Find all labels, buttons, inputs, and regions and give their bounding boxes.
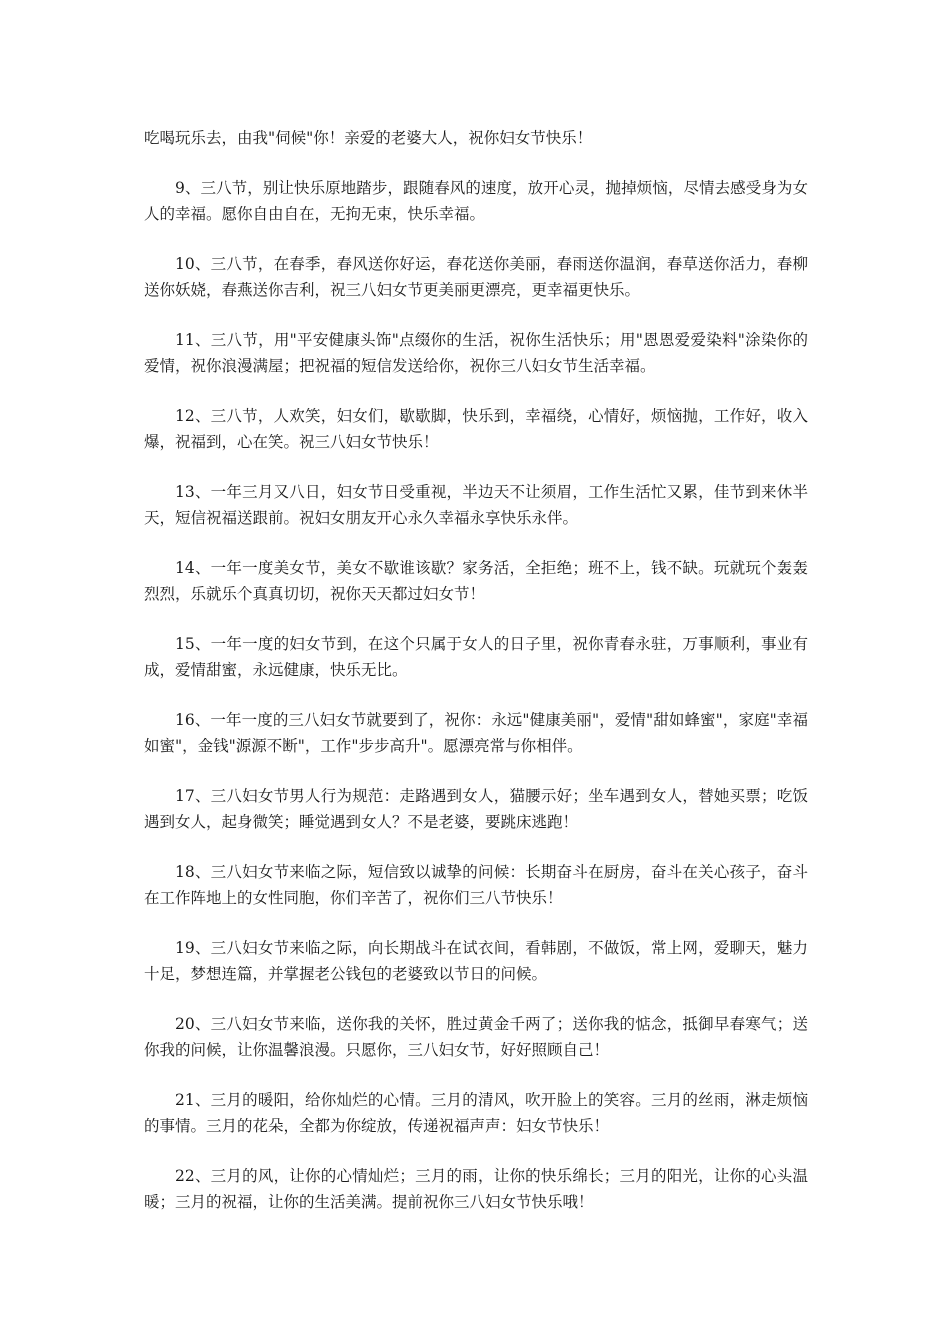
paragraph-12: 12、三八节，人欢笑，妇女们，歇歇脚，快乐到，幸福绕，心情好，烦恼抛，工作好，收入爆，祝福到，心在笑。祝三八妇女节快乐！ (144, 407, 808, 451)
paragraph-20: 20、三八妇女节来临，送你我的关怀，胜过黄金千两了；送你我的惦念，抵御早春寒气；送你我的问候，让你温馨浪漫。只愿你，三八妇女节，好好照顾自己！ (144, 1015, 808, 1059)
paragraph-16: 16、一年一度的三八妇女节就要到了，祝你：永远"健康美丽"，爱情"甜如蜂蜜"，家庭"幸福如蜜"，金钱"源源不断"，工作"步步高升"。愿漂亮常与你相伴。 (144, 711, 808, 755)
paragraph-13: 13、一年三月又八日，妇女节日受重视，半边天不让须眉，工作生活忙又累，佳节到来休半天，短信祝福送跟前。祝妇女朋友开心永久幸福永享快乐永伴。 (144, 483, 808, 527)
paragraph-18: 18、三八妇女节来临之际，短信致以诚挚的问候：长期奋斗在厨房，奋斗在关心孩子，奋斗在工作阵地上的女性同胞，你们辛苦了，祝你们三八节快乐！ (144, 863, 808, 907)
document-body (144, 125, 808, 1215)
paragraph-11: 11、三八节，用"平安健康头饰"点缀你的生活，祝你生活快乐；用"恩恩爱爱染料"涂染你的爱情，祝你浪漫满屋；把祝福的短信发送给你，祝你三八妇女节生活幸福。 (144, 331, 808, 375)
paragraph-19: 19、三八妇女节来临之际，向长期战斗在试衣间，看韩剧，不做饭，常上网，爱聊天，魅力十足，梦想连篇，并掌握老公钱包的老婆致以节日的问候。 (144, 939, 808, 983)
paragraph-17: 17、三八妇女节男人行为规范：走路遇到女人，猫腰示好；坐车遇到女人，替她买票；吃饭遇到女人，起身微笑；睡觉遇到女人？不是老婆，要跳床逃跑！ (144, 787, 808, 831)
paragraph-9: 9、三八节，别让快乐原地踏步，跟随春风的速度，放开心灵，抛掉烦恼，尽情去感受身为女人的幸福。愿你自由自在，无拘无束，快乐幸福。 (144, 179, 808, 223)
paragraph-10: 10、三八节，在春季，春风送你好运，春花送你美丽，春雨送你温润，春草送你活力，春柳送你妖娆，春燕送你吉利，祝三八妇女节更美丽更漂亮，更幸福更快乐。 (144, 255, 808, 299)
paragraph-21: 21、三月的暖阳，给你灿烂的心情。三月的清风，吹开脸上的笑容。三月的丝雨，淋走烦恼的事情。三月的花朵，全都为你绽放，传递祝福声声：妇女节快乐！ (144, 1091, 808, 1135)
paragraph-0: 吃喝玩乐去，由我"伺候"你！亲爱的老婆大人，祝你妇女节快乐！ (144, 129, 593, 147)
paragraph-22: 22、三月的风，让你的心情灿烂；三月的雨，让你的快乐绵长；三月的阳光，让你的心头温暖；三月的祝福，让你的生活美满。提前祝你三八妇女节快乐哦！ (144, 1167, 808, 1211)
paragraph-15: 15、一年一度的妇女节到，在这个只属于女人的日子里，祝你青春永驻，万事顺利，事业有成，爱情甜蜜，永远健康，快乐无比。 (144, 635, 808, 679)
paragraph-14: 14、一年一度美女节，美女不歇谁该歇？家务活，全拒绝；班不上，钱不缺。玩就玩个轰轰烈烈，乐就乐个真真切切，祝你天天都过妇女节！ (144, 559, 808, 603)
